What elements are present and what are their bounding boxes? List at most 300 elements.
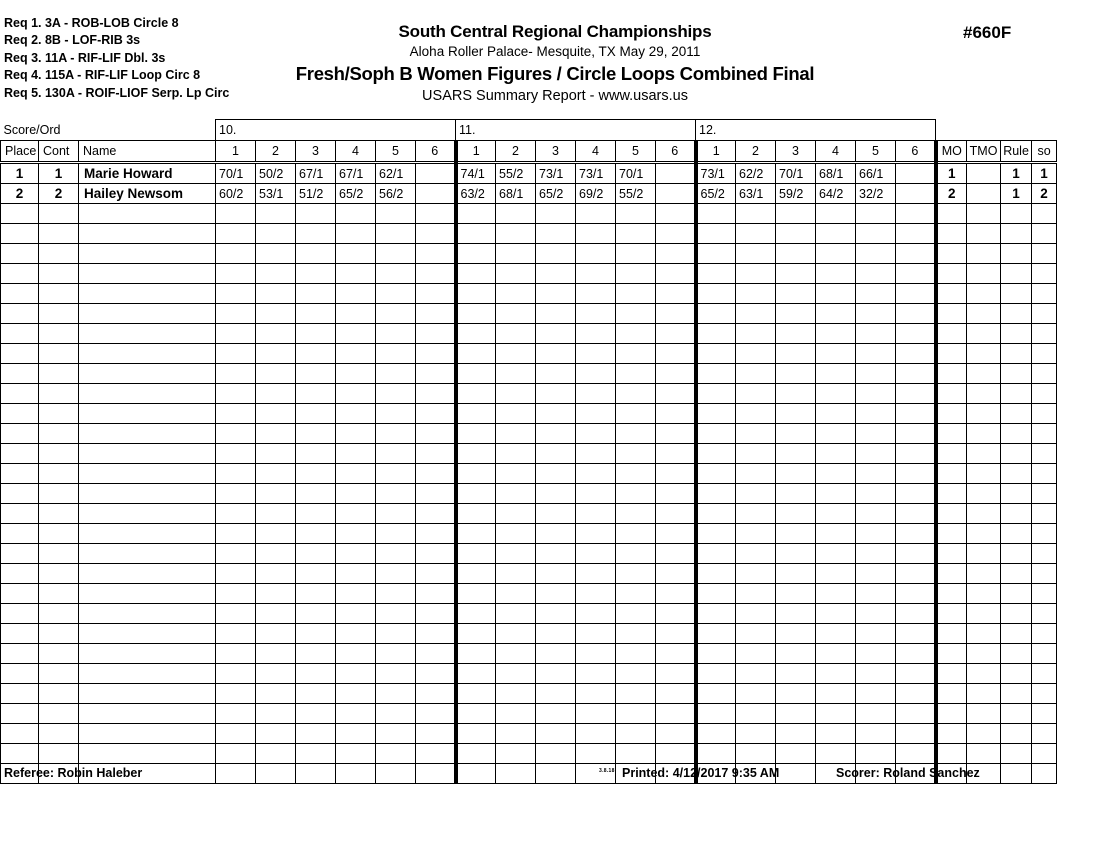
empty-cell bbox=[896, 744, 936, 764]
empty-cell bbox=[776, 384, 816, 404]
empty-cell bbox=[336, 264, 376, 284]
empty-cell bbox=[376, 464, 416, 484]
cell-so: 2 bbox=[1032, 184, 1057, 204]
cell-g12-j6 bbox=[896, 163, 936, 184]
empty-cell bbox=[1032, 344, 1057, 364]
empty-cell bbox=[39, 544, 79, 564]
empty-cell bbox=[256, 604, 296, 624]
empty-cell bbox=[696, 484, 736, 504]
empty-cell bbox=[336, 244, 376, 264]
empty-cell bbox=[967, 484, 1001, 504]
cell-g11-j1: 74/1 bbox=[456, 163, 496, 184]
empty-cell bbox=[696, 364, 736, 384]
empty-cell bbox=[39, 384, 79, 404]
empty-cell bbox=[416, 344, 456, 364]
empty-cell bbox=[816, 604, 856, 624]
empty-cell bbox=[656, 424, 696, 444]
cell-g11-j2: 55/2 bbox=[496, 163, 536, 184]
empty-cell bbox=[256, 224, 296, 244]
empty-cell bbox=[456, 344, 496, 364]
empty-cell bbox=[656, 264, 696, 284]
table-row[interactable] bbox=[1, 664, 1057, 684]
empty-cell bbox=[1001, 224, 1032, 244]
empty-cell bbox=[856, 444, 896, 464]
empty-cell bbox=[296, 344, 336, 364]
empty-cell bbox=[936, 304, 967, 324]
empty-cell bbox=[336, 724, 376, 744]
empty-cell bbox=[816, 644, 856, 664]
table-row[interactable] bbox=[1, 304, 1057, 324]
empty-cell bbox=[967, 244, 1001, 264]
empty-cell bbox=[39, 524, 79, 544]
empty-cell bbox=[896, 404, 936, 424]
empty-cell bbox=[456, 384, 496, 404]
empty-cell bbox=[1001, 604, 1032, 624]
empty-cell bbox=[416, 524, 456, 544]
empty-cell bbox=[656, 544, 696, 564]
empty-cell bbox=[656, 344, 696, 364]
empty-cell bbox=[376, 584, 416, 604]
empty-cell bbox=[967, 664, 1001, 684]
empty-cell bbox=[967, 724, 1001, 744]
empty-cell bbox=[296, 384, 336, 404]
empty-cell bbox=[896, 264, 936, 284]
empty-cell bbox=[736, 424, 776, 444]
empty-cell bbox=[416, 584, 456, 604]
empty-cell bbox=[696, 464, 736, 484]
empty-cell bbox=[536, 244, 576, 264]
empty-cell bbox=[776, 464, 816, 484]
empty-cell bbox=[39, 324, 79, 344]
empty-cell bbox=[576, 464, 616, 484]
empty-cell bbox=[576, 224, 616, 244]
empty-cell bbox=[936, 284, 967, 304]
empty-cell bbox=[896, 424, 936, 444]
empty-cell bbox=[576, 504, 616, 524]
empty-cell bbox=[967, 744, 1001, 764]
empty-cell bbox=[967, 204, 1001, 224]
empty-cell bbox=[816, 744, 856, 764]
empty-cell bbox=[456, 724, 496, 744]
empty-cell bbox=[776, 524, 816, 544]
empty-cell bbox=[216, 704, 256, 724]
empty-cell bbox=[816, 264, 856, 284]
empty-cell bbox=[616, 264, 656, 284]
empty-cell bbox=[1032, 224, 1057, 244]
empty-cell bbox=[696, 204, 736, 224]
empty-cell bbox=[1, 464, 39, 484]
empty-cell bbox=[1, 244, 39, 264]
empty-cell bbox=[936, 424, 967, 444]
empty-cell bbox=[416, 384, 456, 404]
empty-cell bbox=[496, 404, 536, 424]
empty-cell bbox=[416, 204, 456, 224]
table-row[interactable] bbox=[1, 544, 1057, 564]
score-ord-label: Score/Ord bbox=[3, 122, 61, 137]
empty-cell bbox=[496, 224, 536, 244]
empty-cell bbox=[456, 444, 496, 464]
empty-cell bbox=[967, 444, 1001, 464]
empty-cell bbox=[1, 284, 39, 304]
empty-cell bbox=[456, 524, 496, 544]
table-row[interactable] bbox=[1, 224, 1057, 244]
empty-cell bbox=[1001, 684, 1032, 704]
empty-cell bbox=[496, 244, 536, 264]
empty-cell bbox=[1001, 304, 1032, 324]
empty-cell bbox=[1, 204, 39, 224]
header-place: Place bbox=[1, 141, 39, 163]
empty-cell bbox=[776, 624, 816, 644]
cell-g12-j4: 64/2 bbox=[816, 184, 856, 204]
empty-cell bbox=[896, 584, 936, 604]
empty-cell bbox=[576, 564, 616, 584]
requirement-line: Req 1. 3A - ROB-LOB Circle 8 bbox=[4, 16, 179, 30]
empty-cell bbox=[456, 204, 496, 224]
empty-cell bbox=[696, 444, 736, 464]
empty-cell bbox=[936, 244, 967, 264]
table-row[interactable] bbox=[1, 644, 1057, 664]
cell-rule: 1 bbox=[1001, 184, 1032, 204]
header-g12-judge-5: 5 bbox=[856, 141, 896, 163]
empty-cell bbox=[816, 464, 856, 484]
empty-cell bbox=[216, 444, 256, 464]
empty-cell bbox=[576, 364, 616, 384]
empty-cell bbox=[39, 264, 79, 284]
empty-cell bbox=[536, 504, 576, 524]
empty-cell bbox=[696, 404, 736, 424]
empty-cell bbox=[896, 544, 936, 564]
empty-cell bbox=[216, 684, 256, 704]
empty-cell bbox=[936, 204, 967, 224]
empty-cell bbox=[39, 504, 79, 524]
table-row[interactable] bbox=[1, 364, 1057, 384]
table-row[interactable] bbox=[1, 444, 1057, 464]
empty-cell bbox=[736, 524, 776, 544]
empty-cell bbox=[79, 664, 216, 684]
empty-cell bbox=[1, 704, 39, 724]
empty-cell bbox=[896, 504, 936, 524]
empty-cell bbox=[376, 404, 416, 424]
table-row[interactable] bbox=[1, 564, 1057, 584]
empty-cell bbox=[39, 484, 79, 504]
empty-cell bbox=[456, 464, 496, 484]
empty-cell bbox=[736, 204, 776, 224]
empty-cell bbox=[336, 404, 376, 424]
table-row[interactable] bbox=[1, 424, 1057, 444]
empty-cell bbox=[776, 224, 816, 244]
empty-cell bbox=[576, 304, 616, 324]
empty-cell bbox=[616, 384, 656, 404]
empty-cell bbox=[496, 284, 536, 304]
score-table-container bbox=[0, 119, 1051, 784]
empty-cell bbox=[776, 204, 816, 224]
empty-cell bbox=[216, 504, 256, 524]
empty-cell bbox=[376, 444, 416, 464]
empty-cell bbox=[39, 424, 79, 444]
empty-cell bbox=[967, 284, 1001, 304]
empty-cell bbox=[1001, 744, 1032, 764]
empty-cell bbox=[776, 724, 816, 744]
printed-timestamp: Printed: 4/12/2017 9:35 AM bbox=[622, 766, 780, 780]
empty-cell bbox=[456, 364, 496, 384]
empty-cell bbox=[576, 744, 616, 764]
empty-cell bbox=[496, 304, 536, 324]
empty-cell bbox=[696, 624, 736, 644]
empty-cell bbox=[496, 484, 536, 504]
empty-cell bbox=[936, 704, 967, 724]
table-row[interactable] bbox=[1, 604, 1057, 624]
empty-cell bbox=[256, 264, 296, 284]
cell-tmo bbox=[967, 184, 1001, 204]
division-title: Fresh/Soph B Women Figures / Circle Loops Combined Final bbox=[295, 63, 815, 84]
empty-cell bbox=[736, 284, 776, 304]
empty-cell bbox=[39, 624, 79, 644]
empty-cell bbox=[256, 244, 296, 264]
table-row[interactable] bbox=[1, 464, 1057, 484]
empty-cell bbox=[856, 404, 896, 424]
empty-cell bbox=[576, 664, 616, 684]
requirement-line: Req 4. 115A - RIF-LIF Loop Circ 8 bbox=[4, 68, 201, 83]
empty-cell bbox=[296, 624, 336, 644]
empty-cell bbox=[776, 324, 816, 344]
empty-cell bbox=[1, 484, 39, 504]
empty-cell bbox=[496, 544, 536, 564]
empty-cell bbox=[536, 644, 576, 664]
empty-cell bbox=[967, 604, 1001, 624]
table-row[interactable] bbox=[1, 384, 1057, 404]
empty-cell bbox=[1032, 324, 1057, 344]
empty-cell bbox=[216, 624, 256, 644]
empty-cell bbox=[936, 684, 967, 704]
empty-cell bbox=[216, 464, 256, 484]
table-row[interactable] bbox=[1, 344, 1057, 364]
empty-cell bbox=[496, 464, 536, 484]
table-row[interactable] bbox=[1, 324, 1057, 344]
empty-cell bbox=[856, 624, 896, 644]
cell-g10-j2: 50/2 bbox=[256, 163, 296, 184]
empty-cell bbox=[296, 264, 336, 284]
empty-cell bbox=[776, 744, 816, 764]
empty-cell bbox=[576, 724, 616, 744]
empty-cell bbox=[79, 544, 216, 564]
empty-cell bbox=[696, 704, 736, 724]
empty-cell bbox=[256, 524, 296, 544]
empty-cell bbox=[736, 664, 776, 684]
table-row[interactable] bbox=[1, 184, 1057, 204]
empty-cell bbox=[816, 724, 856, 744]
empty-cell bbox=[576, 704, 616, 724]
empty-cell bbox=[376, 724, 416, 744]
empty-cell bbox=[1032, 544, 1057, 564]
header-rule: Rule bbox=[1001, 141, 1032, 163]
empty-cell bbox=[656, 744, 696, 764]
empty-cell bbox=[1, 304, 39, 324]
empty-cell bbox=[536, 524, 576, 544]
cell-g12-j6 bbox=[896, 184, 936, 204]
empty-cell bbox=[1, 384, 39, 404]
table-row[interactable] bbox=[1, 204, 1057, 224]
table-row[interactable] bbox=[1, 284, 1057, 304]
empty-cell bbox=[296, 544, 336, 564]
empty-cell bbox=[1032, 264, 1057, 284]
empty-cell bbox=[576, 484, 616, 504]
empty-cell bbox=[656, 504, 696, 524]
empty-cell bbox=[1032, 444, 1057, 464]
cell-mo: 1 bbox=[936, 163, 967, 184]
empty-cell bbox=[696, 664, 736, 684]
header-g12-judge-2: 2 bbox=[736, 141, 776, 163]
empty-cell bbox=[816, 584, 856, 604]
empty-cell bbox=[776, 264, 816, 284]
table-row[interactable] bbox=[1, 744, 1057, 764]
header-tmo: TMO bbox=[967, 141, 1001, 163]
empty-cell bbox=[1001, 484, 1032, 504]
empty-cell bbox=[416, 684, 456, 704]
empty-cell bbox=[967, 564, 1001, 584]
empty-cell bbox=[296, 704, 336, 724]
empty-cell bbox=[416, 324, 456, 344]
empty-cell bbox=[616, 484, 656, 504]
empty-cell bbox=[39, 564, 79, 584]
empty-cell bbox=[656, 464, 696, 484]
empty-cell bbox=[216, 564, 256, 584]
empty-cell bbox=[79, 524, 216, 544]
group-row-spacer bbox=[936, 120, 1057, 141]
empty-cell bbox=[856, 564, 896, 584]
empty-cell bbox=[456, 224, 496, 244]
empty-cell bbox=[1001, 584, 1032, 604]
table-row[interactable] bbox=[1, 624, 1057, 644]
empty-cell bbox=[416, 744, 456, 764]
cell-place: 1 bbox=[1, 163, 39, 184]
empty-cell bbox=[496, 624, 536, 644]
empty-cell bbox=[967, 384, 1001, 404]
empty-cell bbox=[776, 544, 816, 564]
header-g12-judge-1: 1 bbox=[696, 141, 736, 163]
empty-cell bbox=[456, 704, 496, 724]
empty-cell bbox=[456, 264, 496, 284]
empty-cell bbox=[456, 304, 496, 324]
empty-cell bbox=[967, 624, 1001, 644]
empty-cell bbox=[736, 444, 776, 464]
empty-cell bbox=[536, 544, 576, 564]
empty-cell bbox=[736, 364, 776, 384]
empty-cell bbox=[936, 664, 967, 684]
empty-cell bbox=[576, 404, 616, 424]
empty-cell bbox=[336, 504, 376, 524]
table-row[interactable] bbox=[1, 684, 1057, 704]
empty-cell bbox=[816, 364, 856, 384]
empty-cell bbox=[616, 424, 656, 444]
empty-cell bbox=[816, 564, 856, 584]
table-row[interactable] bbox=[1, 584, 1057, 604]
empty-cell bbox=[79, 404, 216, 424]
empty-cell bbox=[656, 704, 696, 724]
empty-cell bbox=[296, 684, 336, 704]
empty-cell bbox=[79, 744, 216, 764]
report-footer bbox=[0, 766, 1100, 786]
empty-cell bbox=[1032, 584, 1057, 604]
empty-cell bbox=[1, 544, 39, 564]
empty-cell bbox=[576, 624, 616, 644]
table-row[interactable] bbox=[1, 244, 1057, 264]
empty-cell bbox=[656, 564, 696, 584]
header-g10-judge-1: 1 bbox=[216, 141, 256, 163]
empty-cell bbox=[936, 604, 967, 624]
empty-cell bbox=[696, 744, 736, 764]
table-row[interactable] bbox=[1, 724, 1057, 744]
header-g10-judge-6: 6 bbox=[416, 141, 456, 163]
empty-cell bbox=[616, 204, 656, 224]
empty-cell bbox=[856, 284, 896, 304]
table-row[interactable] bbox=[1, 524, 1057, 544]
empty-cell bbox=[376, 504, 416, 524]
empty-cell bbox=[856, 464, 896, 484]
empty-cell bbox=[576, 344, 616, 364]
empty-cell bbox=[1032, 704, 1057, 724]
empty-cell bbox=[79, 564, 216, 584]
table-row[interactable] bbox=[1, 704, 1057, 724]
table-row[interactable] bbox=[1, 404, 1057, 424]
empty-cell bbox=[296, 204, 336, 224]
empty-cell bbox=[967, 404, 1001, 424]
empty-cell bbox=[896, 444, 936, 464]
empty-cell bbox=[967, 424, 1001, 444]
empty-cell bbox=[39, 224, 79, 244]
empty-cell bbox=[1, 504, 39, 524]
empty-cell bbox=[616, 604, 656, 624]
empty-cell bbox=[1001, 204, 1032, 224]
empty-cell bbox=[816, 384, 856, 404]
empty-cell bbox=[39, 304, 79, 324]
cell-g11-j6 bbox=[656, 163, 696, 184]
empty-cell bbox=[536, 584, 576, 604]
table-row[interactable] bbox=[1, 484, 1057, 504]
empty-cell bbox=[376, 544, 416, 564]
empty-cell bbox=[216, 604, 256, 624]
empty-cell bbox=[296, 644, 336, 664]
empty-cell bbox=[79, 244, 216, 264]
empty-cell bbox=[776, 284, 816, 304]
empty-cell bbox=[656, 584, 696, 604]
empty-cell bbox=[79, 324, 216, 344]
table-row[interactable] bbox=[1, 504, 1057, 524]
empty-cell bbox=[496, 324, 536, 344]
cell-g10-j4: 67/1 bbox=[336, 163, 376, 184]
table-row[interactable] bbox=[1, 163, 1057, 184]
empty-cell bbox=[967, 304, 1001, 324]
empty-cell bbox=[896, 724, 936, 744]
empty-cell bbox=[616, 324, 656, 344]
empty-cell bbox=[696, 304, 736, 324]
empty-cell bbox=[1001, 644, 1032, 664]
empty-cell bbox=[496, 204, 536, 224]
empty-cell bbox=[336, 464, 376, 484]
empty-cell bbox=[216, 744, 256, 764]
table-row[interactable] bbox=[1, 264, 1057, 284]
empty-cell bbox=[736, 604, 776, 624]
empty-cell bbox=[1001, 504, 1032, 524]
empty-cell bbox=[376, 304, 416, 324]
empty-cell bbox=[1, 664, 39, 684]
empty-cell bbox=[576, 424, 616, 444]
header-g11-judge-2: 2 bbox=[496, 141, 536, 163]
empty-cell bbox=[496, 264, 536, 284]
empty-cell bbox=[1001, 424, 1032, 444]
empty-cell bbox=[376, 664, 416, 684]
empty-cell bbox=[896, 204, 936, 224]
empty-cell bbox=[936, 364, 967, 384]
